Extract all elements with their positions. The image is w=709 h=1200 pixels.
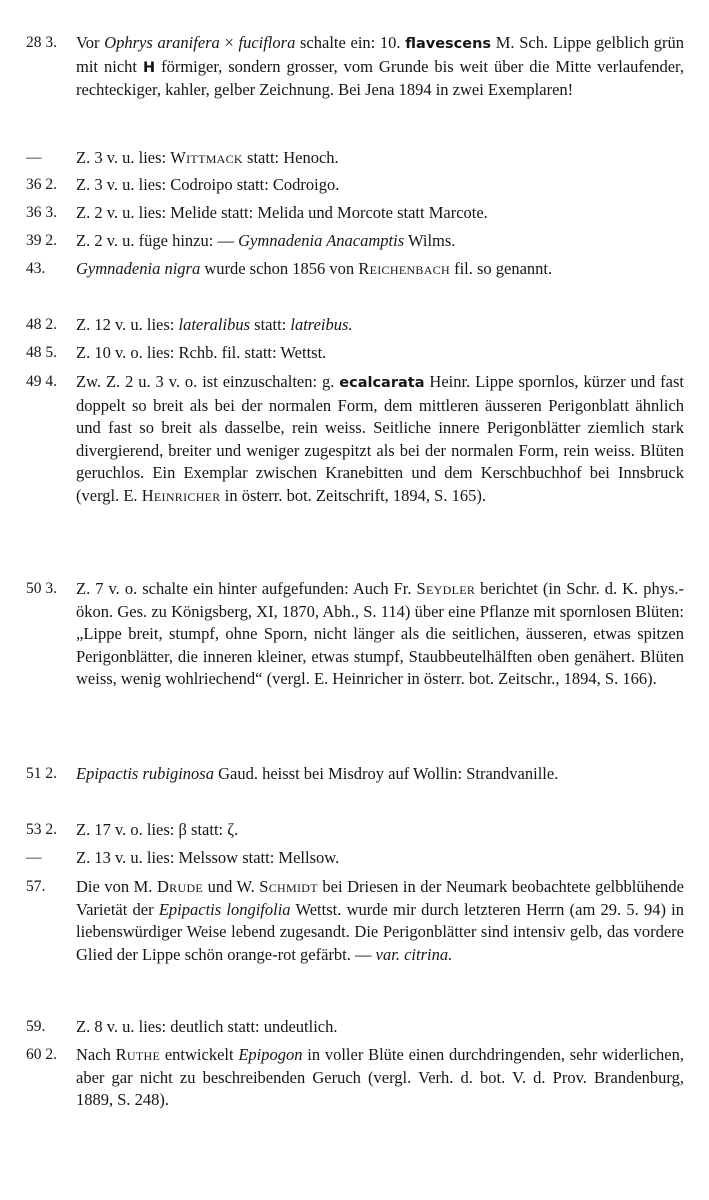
text-run: förmiger, sondern grosser, vom Grunde bis weit über die Mitte verlaufender, rechteckiger, kahler, gelber Zeichnung. Bei Jena 1894 in zwei Exemplaren! <box>76 56 684 100</box>
erratum-entry <box>26 314 690 337</box>
text-run: statt: <box>250 315 291 334</box>
text-run: Die von M. <box>76 877 157 896</box>
text-run: Wettst. wurde mir durch letzteren Herrn (am 29. 5. 94) in liebenswürdiger Weise lebend zugesandt. Die Perigonblätter sind intensiv gelb, das vordere Glied der Lippe schön orange-rot gefärbt. — <box>76 899 685 964</box>
text-run: Z. 8 v. u. lies: deutlich statt: undeutlich. <box>76 1017 338 1036</box>
erratum-entry <box>26 342 690 365</box>
text-run: entwickelt <box>160 1045 239 1064</box>
erratum-entry <box>26 578 690 691</box>
text-run: Z. 17 v. o. lies: β statt: ζ. <box>76 820 239 839</box>
erratum-entry <box>26 1044 690 1112</box>
text-run: Z. 12 v. u. lies: <box>76 315 179 334</box>
erratum-entry <box>26 32 690 102</box>
bold-text: flavescens <box>405 36 492 52</box>
entry-text <box>76 174 684 197</box>
text-run: Z. 2 v. u. lies: Melide statt: Melida und Morcote statt Marcote. <box>76 203 488 222</box>
text-run: bei Driesen in der Neumark beobachtete gelbblühende Varietät der <box>76 877 684 919</box>
entry-number: 28 3. <box>26 34 57 51</box>
entry-text <box>76 147 684 170</box>
entry-text <box>76 1044 684 1112</box>
erratum-entry <box>26 819 690 842</box>
erratum-entry <box>26 876 690 966</box>
text-run: Z. 3 v. u. lies: Codroipo statt: Codroigo. <box>76 175 340 194</box>
author-name: Seydler <box>416 579 476 598</box>
italic-text: latreibus. <box>290 315 353 334</box>
text-run: in österr. bot. Zeitschrift, 1894, S. 165). <box>220 485 486 505</box>
text-run: und W. <box>203 877 260 896</box>
italic-text: Epipactis longifolia <box>158 899 291 919</box>
erratum-entry <box>26 202 690 225</box>
text-run: Zw. Z. 2 u. 3 v. o. ist einzuschalten: g. <box>76 372 340 391</box>
text-run: fil. so genannt. <box>449 259 553 278</box>
entry-number: 36 2. <box>26 176 57 193</box>
entry-number: 51 2. <box>26 765 57 782</box>
entry-text <box>76 342 684 365</box>
entry-number: 57. <box>26 878 46 895</box>
entry-text <box>76 847 684 870</box>
text-run: Nach <box>76 1045 116 1064</box>
text-run: statt: Henoch. <box>242 148 339 167</box>
italic-text: Epipogon <box>238 1045 303 1064</box>
author-name: Schmidt <box>259 877 318 896</box>
entry-number: 48 5. <box>26 344 57 361</box>
italic-text: Gymnadenia Anacamptis <box>238 231 405 250</box>
entry-text <box>76 371 684 508</box>
text-run: Z. 2 v. u. füge hinzu: — <box>76 231 239 250</box>
italic-text: fuciflora <box>238 33 296 52</box>
erratum-entry <box>26 371 690 508</box>
entry-text <box>76 819 684 842</box>
text-run: M. Sch. Lippe gelblich grün mit nicht <box>76 33 684 76</box>
entry-text <box>76 202 684 225</box>
entry-text <box>76 258 684 281</box>
author-name: Ruthe <box>115 1045 161 1064</box>
bold-text: H <box>142 59 156 76</box>
text-run: schalte ein: 10. <box>295 33 406 52</box>
entry-number: 49 4. <box>26 373 57 390</box>
text-run: Wilms. <box>404 231 456 250</box>
entry-number: 53 2. <box>26 821 57 838</box>
erratum-entry <box>26 1016 690 1039</box>
text-run: wurde schon 1856 von <box>200 259 359 278</box>
text-run: berichtet (in Schr. d. K. phys.-ökon. Ges. zu Königsberg, XI, 1870, Abh., S. 114) über eine Pflanze mit spornlosen Blüten: „Lippe breit, stumpf, ohne Sporn, nicht länger als die seitlichen, äusseren, etwas spitzen Perigonblätter, die inneren kleiner, etwas stumpf, Staubbeutelhälften oben genähert. Blüten weiss, wenig wohlriechend“ (vergl. E. Heinricher in österr. bot. Zeitschr., 1894, S. 166). <box>76 579 684 689</box>
entry-text <box>76 578 684 691</box>
text-run: × <box>219 33 239 52</box>
entry-number: 60 2. <box>26 1046 57 1063</box>
entry-text <box>76 230 684 253</box>
author-name: Drude <box>156 877 204 896</box>
author-name: Reichenbach <box>358 259 450 278</box>
entry-number: — <box>26 849 42 866</box>
italic-text: Gymnadenia nigra <box>76 259 201 278</box>
text-run: Heinr. Lippe spornlos, kürzer und fast doppelt so breit als bei der normalen Form, dem mittleren äusseren Perigonblatt ähnlich und fast so breit als dasselbe, rein weiss. Seitliche innere Perigonblätter ziemlich stark divergierend, breiter und weniger zugespitzt als bei der normalen Form, rein weiss. Blüten geruchlos. Ein Exemplar zwischen Kranebitten und dem Kerschbuchhof bei Innsbruck (vergl. E. <box>76 372 684 505</box>
erratum-entry <box>26 230 690 253</box>
text-run: Gaud. heisst bei Misdroy auf Wollin: Strandvanille. <box>213 764 559 783</box>
entry-text <box>76 876 684 966</box>
entry-number: 43. <box>26 260 46 277</box>
italic-text: var. citrina. <box>375 944 453 964</box>
text-run: Z. 13 v. u. lies: Melssow statt: Mellsow. <box>76 848 340 867</box>
erratum-entry <box>26 174 690 197</box>
text-run: in voller Blüte einen durchdringenden, sehr widerlichen, aber gar nicht zu beschreibenden Geruch (vergl. Verh. d. bot. V. d. Prov. Brandenburg, 1889, S. 248). <box>76 1045 684 1110</box>
bold-text: ecalcarata <box>339 375 425 391</box>
entry-text <box>76 763 684 786</box>
erratum-entry <box>26 763 690 786</box>
italic-text: Epipactis rubiginosa <box>76 764 214 783</box>
text-run: Z. 10 v. o. lies: Rchb. fil. statt: Wettst. <box>76 343 327 362</box>
entry-number: 36 3. <box>26 204 57 221</box>
entry-text <box>76 1016 684 1039</box>
entry-text <box>76 32 684 102</box>
entry-number: 39 2. <box>26 232 57 249</box>
entry-number: 48 2. <box>26 316 57 333</box>
entry-text <box>76 314 684 337</box>
erratum-entry <box>26 847 690 870</box>
italic-text: Ophrys aranifera <box>104 33 220 52</box>
text-run: Vor <box>76 33 105 52</box>
author-name: Wittmack <box>170 148 243 167</box>
entry-number: 50 3. <box>26 580 57 597</box>
italic-text: lateralibus <box>178 315 251 334</box>
text-run: Z. 3 v. u. lies: <box>76 148 171 167</box>
author-name: Heinricher <box>141 485 221 505</box>
erratum-entry <box>26 258 690 281</box>
entry-number: — <box>26 149 42 166</box>
entry-number: 59. <box>26 1018 46 1035</box>
text-run: Z. 7 v. o. schalte ein hinter aufgefunden: Auch Fr. <box>76 579 417 598</box>
erratum-entry <box>26 147 690 170</box>
